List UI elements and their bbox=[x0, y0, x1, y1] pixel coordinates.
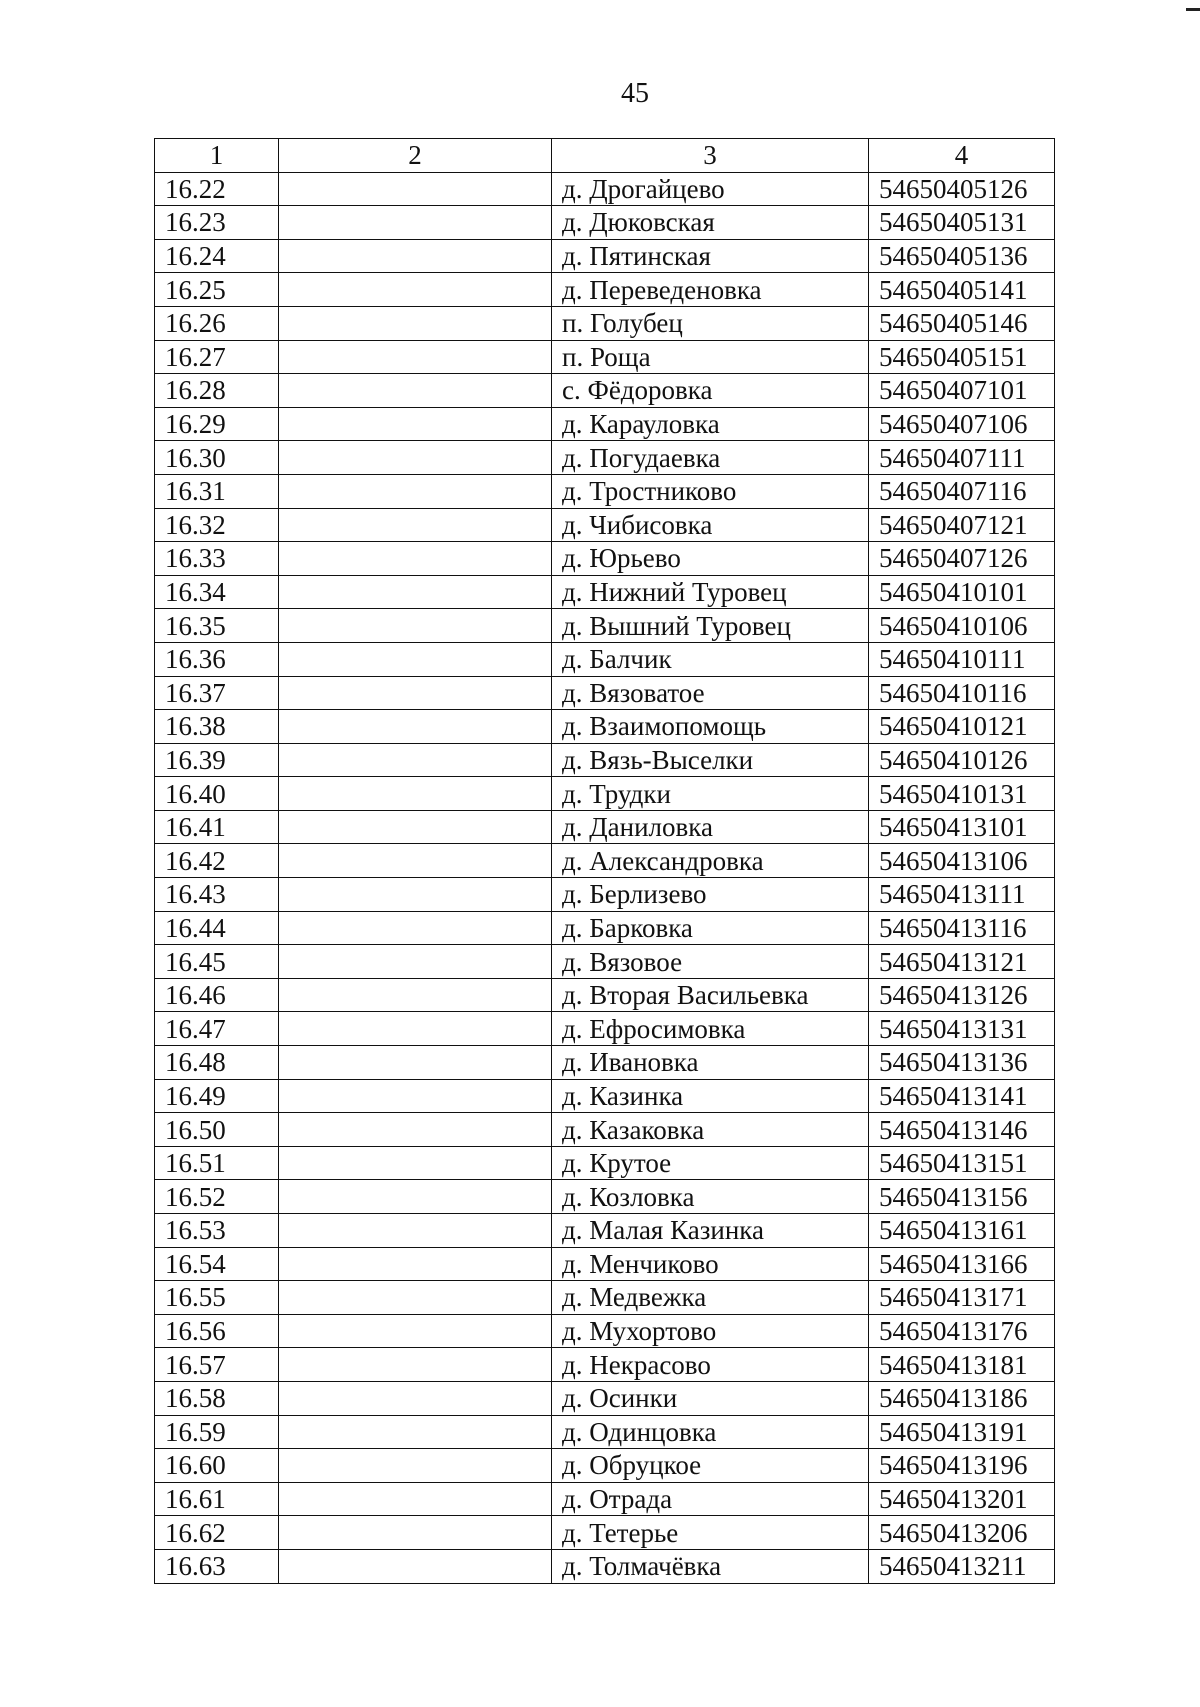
oktmo-code-cell: 54650413116 bbox=[869, 911, 1055, 945]
municipality-cell bbox=[279, 609, 552, 643]
municipality-cell bbox=[279, 508, 552, 542]
oktmo-code-cell: 54650410116 bbox=[869, 676, 1055, 710]
oktmo-code-cell: 54650413186 bbox=[869, 1381, 1055, 1415]
settlement-name-cell: п. Голубец bbox=[552, 306, 869, 340]
table-row bbox=[155, 945, 1055, 979]
municipality-cell bbox=[279, 172, 552, 206]
settlement-name-cell: д. Даниловка bbox=[552, 810, 869, 844]
settlement-name-cell: д. Вязь-Выселки bbox=[552, 743, 869, 777]
table-row bbox=[155, 206, 1055, 240]
table-row bbox=[155, 374, 1055, 408]
column-header-number: 1 bbox=[155, 139, 279, 173]
table-row bbox=[155, 1180, 1055, 1214]
row-number-cell: 16.62 bbox=[155, 1516, 279, 1550]
municipality-cell bbox=[279, 273, 552, 307]
municipality-cell bbox=[279, 844, 552, 878]
municipality-cell bbox=[279, 306, 552, 340]
settlement-name-cell: д. Нижний Туровец bbox=[552, 575, 869, 609]
table-row bbox=[155, 239, 1055, 273]
oktmo-code-cell: 54650413121 bbox=[869, 945, 1055, 979]
settlements-table bbox=[154, 138, 1055, 1584]
municipality-cell bbox=[279, 1247, 552, 1281]
oktmo-code-cell: 54650407126 bbox=[869, 542, 1055, 576]
settlement-name-cell: д. Юрьево bbox=[552, 542, 869, 576]
settlement-name-cell: д. Менчиково bbox=[552, 1247, 869, 1281]
row-number-cell: 16.30 bbox=[155, 441, 279, 475]
table-row bbox=[155, 1314, 1055, 1348]
table-header-row bbox=[155, 139, 1055, 173]
oktmo-code-cell: 54650413201 bbox=[869, 1482, 1055, 1516]
row-number-cell: 16.37 bbox=[155, 676, 279, 710]
settlement-name-cell: д. Малая Казинка bbox=[552, 1214, 869, 1248]
settlement-name-cell: д. Ивановка bbox=[552, 1046, 869, 1080]
municipality-cell bbox=[279, 1415, 552, 1449]
table-row bbox=[155, 407, 1055, 441]
settlement-name-cell: д. Ефросимовка bbox=[552, 1012, 869, 1046]
row-number-cell: 16.45 bbox=[155, 945, 279, 979]
table-row bbox=[155, 1281, 1055, 1315]
row-number-cell: 16.42 bbox=[155, 844, 279, 878]
row-number-cell: 16.27 bbox=[155, 340, 279, 374]
table-row bbox=[155, 1415, 1055, 1449]
settlement-name-cell: д. Чибисовка bbox=[552, 508, 869, 542]
oktmo-code-cell: 54650410101 bbox=[869, 575, 1055, 609]
row-number-cell: 16.33 bbox=[155, 542, 279, 576]
table-row bbox=[155, 340, 1055, 374]
column-header-settlement: 3 bbox=[552, 139, 869, 173]
settlement-name-cell: д. Козловка bbox=[552, 1180, 869, 1214]
municipality-cell bbox=[279, 642, 552, 676]
row-number-cell: 16.54 bbox=[155, 1247, 279, 1281]
settlement-name-cell: д. Медвежка bbox=[552, 1281, 869, 1315]
oktmo-code-cell: 54650405131 bbox=[869, 206, 1055, 240]
row-number-cell: 16.31 bbox=[155, 474, 279, 508]
row-number-cell: 16.47 bbox=[155, 1012, 279, 1046]
oktmo-code-cell: 54650407111 bbox=[869, 441, 1055, 475]
oktmo-code-cell: 54650410121 bbox=[869, 710, 1055, 744]
row-number-cell: 16.36 bbox=[155, 642, 279, 676]
settlement-name-cell: д. Александровка bbox=[552, 844, 869, 878]
oktmo-code-cell: 54650413106 bbox=[869, 844, 1055, 878]
row-number-cell: 16.44 bbox=[155, 911, 279, 945]
row-number-cell: 16.25 bbox=[155, 273, 279, 307]
row-number-cell: 16.52 bbox=[155, 1180, 279, 1214]
municipality-cell bbox=[279, 542, 552, 576]
municipality-cell bbox=[279, 710, 552, 744]
settlement-name-cell: д. Берлизево bbox=[552, 878, 869, 912]
municipality-cell bbox=[279, 978, 552, 1012]
row-number-cell: 16.38 bbox=[155, 710, 279, 744]
municipality-cell bbox=[279, 878, 552, 912]
table-row bbox=[155, 1549, 1055, 1583]
settlement-name-cell: д. Дюковская bbox=[552, 206, 869, 240]
oktmo-code-cell: 54650413111 bbox=[869, 878, 1055, 912]
municipality-cell bbox=[279, 1549, 552, 1583]
table-row bbox=[155, 441, 1055, 475]
oktmo-code-cell: 54650413146 bbox=[869, 1113, 1055, 1147]
oktmo-code-cell: 54650413101 bbox=[869, 810, 1055, 844]
settlement-name-cell: д. Взаимопомощь bbox=[552, 710, 869, 744]
table-row bbox=[155, 911, 1055, 945]
settlement-name-cell: д. Карауловка bbox=[552, 407, 869, 441]
row-number-cell: 16.41 bbox=[155, 810, 279, 844]
settlement-name-cell: д. Трудки bbox=[552, 777, 869, 811]
table-row bbox=[155, 1146, 1055, 1180]
oktmo-code-cell: 54650410126 bbox=[869, 743, 1055, 777]
table-row bbox=[155, 878, 1055, 912]
row-number-cell: 16.63 bbox=[155, 1549, 279, 1583]
row-number-cell: 16.43 bbox=[155, 878, 279, 912]
table-row bbox=[155, 306, 1055, 340]
oktmo-code-cell: 54650407116 bbox=[869, 474, 1055, 508]
oktmo-code-cell: 54650405141 bbox=[869, 273, 1055, 307]
oktmo-code-cell: 54650413191 bbox=[869, 1415, 1055, 1449]
municipality-cell bbox=[279, 1012, 552, 1046]
oktmo-code-cell: 54650405126 bbox=[869, 172, 1055, 206]
settlement-name-cell: д. Тростниково bbox=[552, 474, 869, 508]
municipality-cell bbox=[279, 206, 552, 240]
row-number-cell: 16.32 bbox=[155, 508, 279, 542]
municipality-cell bbox=[279, 777, 552, 811]
municipality-cell bbox=[279, 1079, 552, 1113]
settlement-name-cell: д. Вышний Туровец bbox=[552, 609, 869, 643]
oktmo-code-cell: 54650413126 bbox=[869, 978, 1055, 1012]
row-number-cell: 16.29 bbox=[155, 407, 279, 441]
municipality-cell bbox=[279, 1516, 552, 1550]
municipality-cell bbox=[279, 374, 552, 408]
row-number-cell: 16.22 bbox=[155, 172, 279, 206]
settlement-name-cell: д. Толмачёвка bbox=[552, 1549, 869, 1583]
settlement-name-cell: д. Дрогайцево bbox=[552, 172, 869, 206]
settlement-name-cell: д. Отрада bbox=[552, 1482, 869, 1516]
municipality-cell bbox=[279, 1348, 552, 1382]
municipality-cell bbox=[279, 441, 552, 475]
municipality-cell bbox=[279, 1113, 552, 1147]
table-row bbox=[155, 1079, 1055, 1113]
municipality-cell bbox=[279, 474, 552, 508]
municipality-cell bbox=[279, 407, 552, 441]
row-number-cell: 16.46 bbox=[155, 978, 279, 1012]
settlement-name-cell: д. Мухортово bbox=[552, 1314, 869, 1348]
table-row bbox=[155, 1381, 1055, 1415]
oktmo-code-cell: 54650413206 bbox=[869, 1516, 1055, 1550]
table-row bbox=[155, 1449, 1055, 1483]
settlement-name-cell: с. Фёдоровка bbox=[552, 374, 869, 408]
table-row bbox=[155, 978, 1055, 1012]
table-row bbox=[155, 609, 1055, 643]
row-number-cell: 16.57 bbox=[155, 1348, 279, 1382]
row-number-cell: 16.59 bbox=[155, 1415, 279, 1449]
table-row bbox=[155, 1012, 1055, 1046]
oktmo-code-cell: 54650407101 bbox=[869, 374, 1055, 408]
oktmo-code-cell: 54650413141 bbox=[869, 1079, 1055, 1113]
municipality-cell bbox=[279, 1214, 552, 1248]
row-number-cell: 16.58 bbox=[155, 1381, 279, 1415]
oktmo-code-cell: 54650413131 bbox=[869, 1012, 1055, 1046]
row-number-cell: 16.24 bbox=[155, 239, 279, 273]
row-number-cell: 16.53 bbox=[155, 1214, 279, 1248]
row-number-cell: 16.23 bbox=[155, 206, 279, 240]
table-body bbox=[155, 172, 1055, 1583]
table-row bbox=[155, 1348, 1055, 1382]
municipality-cell bbox=[279, 1180, 552, 1214]
municipality-cell bbox=[279, 1046, 552, 1080]
settlement-name-cell: д. Тетерье bbox=[552, 1516, 869, 1550]
oktmo-code-cell: 54650413211 bbox=[869, 1549, 1055, 1583]
table-row bbox=[155, 676, 1055, 710]
settlement-name-cell: д. Вязоватое bbox=[552, 676, 869, 710]
oktmo-code-cell: 54650413156 bbox=[869, 1180, 1055, 1214]
settlement-name-cell: д. Пятинская bbox=[552, 239, 869, 273]
oktmo-code-cell: 54650405151 bbox=[869, 340, 1055, 374]
page-number: 45 bbox=[621, 78, 649, 109]
settlement-name-cell: д. Осинки bbox=[552, 1381, 869, 1415]
oktmo-code-cell: 54650413181 bbox=[869, 1348, 1055, 1382]
table-row bbox=[155, 642, 1055, 676]
column-header-municipality: 2 bbox=[279, 139, 552, 173]
oktmo-code-cell: 54650413171 bbox=[869, 1281, 1055, 1315]
table-row bbox=[155, 1046, 1055, 1080]
row-number-cell: 16.60 bbox=[155, 1449, 279, 1483]
table-row bbox=[155, 1482, 1055, 1516]
row-number-cell: 16.51 bbox=[155, 1146, 279, 1180]
row-number-cell: 16.40 bbox=[155, 777, 279, 811]
table-row bbox=[155, 1247, 1055, 1281]
settlement-name-cell: д. Барковка bbox=[552, 911, 869, 945]
municipality-cell bbox=[279, 676, 552, 710]
municipality-cell bbox=[279, 239, 552, 273]
settlement-name-cell: д. Вязовое bbox=[552, 945, 869, 979]
table-row bbox=[155, 273, 1055, 307]
settlement-name-cell: п. Роща bbox=[552, 340, 869, 374]
table-row bbox=[155, 743, 1055, 777]
municipality-cell bbox=[279, 1281, 552, 1315]
table-row bbox=[155, 474, 1055, 508]
row-number-cell: 16.34 bbox=[155, 575, 279, 609]
oktmo-code-cell: 54650410111 bbox=[869, 642, 1055, 676]
settlement-name-cell: д. Казаковка bbox=[552, 1113, 869, 1147]
oktmo-code-cell: 54650413176 bbox=[869, 1314, 1055, 1348]
municipality-cell bbox=[279, 1146, 552, 1180]
row-number-cell: 16.28 bbox=[155, 374, 279, 408]
municipality-cell bbox=[279, 1449, 552, 1483]
table-row bbox=[155, 844, 1055, 878]
municipality-cell bbox=[279, 810, 552, 844]
municipality-cell bbox=[279, 1314, 552, 1348]
table-row bbox=[155, 1113, 1055, 1147]
oktmo-code-cell: 54650413161 bbox=[869, 1214, 1055, 1248]
settlement-name-cell: д. Балчик bbox=[552, 642, 869, 676]
table-row bbox=[155, 810, 1055, 844]
settlement-name-cell: д. Крутое bbox=[552, 1146, 869, 1180]
row-number-cell: 16.49 bbox=[155, 1079, 279, 1113]
settlement-name-cell: д. Казинка bbox=[552, 1079, 869, 1113]
oktmo-code-cell: 54650405146 bbox=[869, 306, 1055, 340]
row-number-cell: 16.56 bbox=[155, 1314, 279, 1348]
settlement-name-cell: д. Обруцкое bbox=[552, 1449, 869, 1483]
oktmo-code-cell: 54650407106 bbox=[869, 407, 1055, 441]
oktmo-code-cell: 54650405136 bbox=[869, 239, 1055, 273]
column-header-oktmo-code: 4 bbox=[869, 139, 1055, 173]
municipality-cell bbox=[279, 911, 552, 945]
row-number-cell: 16.39 bbox=[155, 743, 279, 777]
row-number-cell: 16.61 bbox=[155, 1482, 279, 1516]
oktmo-code-cell: 54650413196 bbox=[869, 1449, 1055, 1483]
oktmo-code-cell: 54650413136 bbox=[869, 1046, 1055, 1080]
table-row bbox=[155, 1214, 1055, 1248]
table-row bbox=[155, 1516, 1055, 1550]
oktmo-code-cell: 54650413166 bbox=[869, 1247, 1055, 1281]
table-row bbox=[155, 777, 1055, 811]
table-row bbox=[155, 542, 1055, 576]
table-row bbox=[155, 172, 1055, 206]
table-row bbox=[155, 575, 1055, 609]
table-row bbox=[155, 710, 1055, 744]
oktmo-code-cell: 54650410131 bbox=[869, 777, 1055, 811]
row-number-cell: 16.50 bbox=[155, 1113, 279, 1147]
municipality-cell bbox=[279, 743, 552, 777]
settlement-name-cell: д. Погудаевка bbox=[552, 441, 869, 475]
settlement-name-cell: д. Вторая Васильевка bbox=[552, 978, 869, 1012]
table-row bbox=[155, 508, 1055, 542]
oktmo-code-cell: 54650407121 bbox=[869, 508, 1055, 542]
municipality-cell bbox=[279, 340, 552, 374]
row-number-cell: 16.48 bbox=[155, 1046, 279, 1080]
municipality-cell bbox=[279, 945, 552, 979]
municipality-cell bbox=[279, 1381, 552, 1415]
settlement-name-cell: д. Одинцовка bbox=[552, 1415, 869, 1449]
oktmo-code-cell: 54650410106 bbox=[869, 609, 1055, 643]
row-number-cell: 16.55 bbox=[155, 1281, 279, 1315]
oktmo-code-cell: 54650413151 bbox=[869, 1146, 1055, 1180]
settlement-name-cell: д. Переведеновка bbox=[552, 273, 869, 307]
municipality-cell bbox=[279, 1482, 552, 1516]
settlement-name-cell: д. Некрасово bbox=[552, 1348, 869, 1382]
row-number-cell: 16.35 bbox=[155, 609, 279, 643]
row-number-cell: 16.26 bbox=[155, 306, 279, 340]
municipality-cell bbox=[279, 575, 552, 609]
scan-edge-mark bbox=[1186, 8, 1200, 11]
